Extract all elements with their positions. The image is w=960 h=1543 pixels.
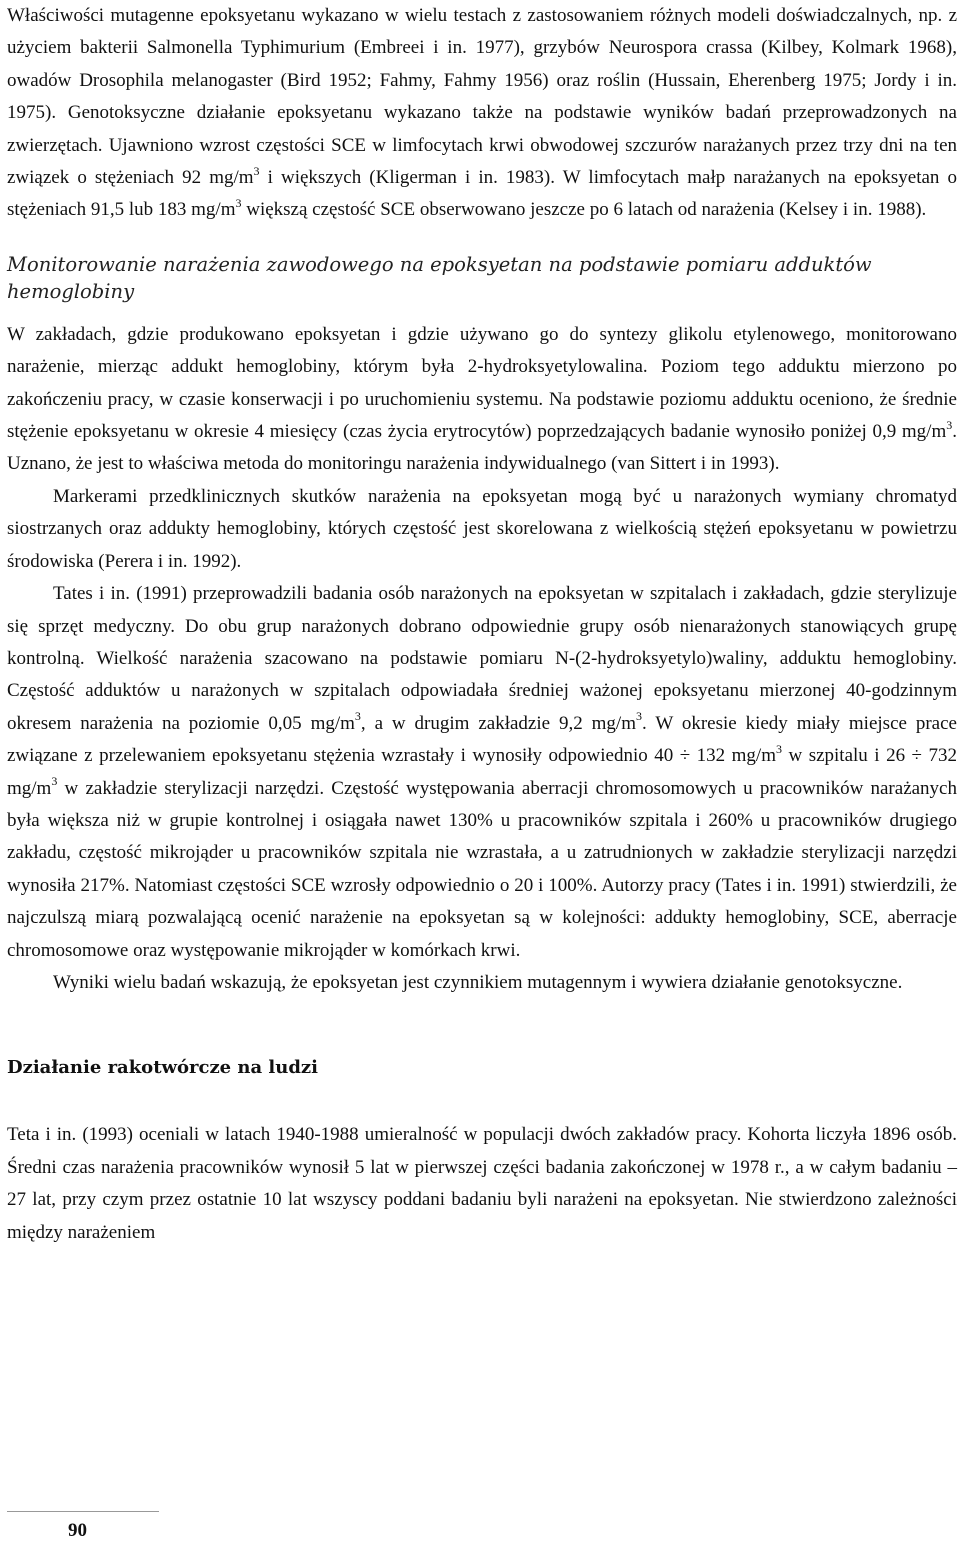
paragraph-text: w zakładzie sterylizacji narzędzi. Częstość występowania aberracji chromosomowych u pracowników narażanych była większa niż w grupie kontrolnej i osiągała nawet 130% u pracowników szpitala i 260% u pracowników drugiego zakładu, częstość mikrojąder u pracowników szpitala nie wzrastała, a u zatrudnionych w zakładzie sterylizacji narzędzi wynosiła 217%. Natomiast częstości SCE wzrosły odpowiednio o 20 i 100%. Autorzy pracy (Tates i in. 1991) stwierdzili, że najczulszą miarą pozwalającą ocenić narażenie na epoksyetan są w kolejności: addukty hemoglobiny, SCE, aberracje chromosomowe oraz występowanie mikrojąder w komórkach krwi. [7, 777, 957, 961]
section-mutagenic-properties [7, 0, 957, 227]
paragraph-text: . W okresie kiedy miały miejsce prace związane z przelewaniem epoksyetanu stężenia wzrastały i wynosiły odpowiednio 40 ÷ 132 mg/m [7, 712, 957, 767]
section-hemoglobin-monitoring [7, 319, 957, 1000]
paragraph-text: Tates i in. (1991) przeprowadzili badania osób narażonych na epoksyetan w szpitalach i zakładach, gdzie sterylizuje się sprzęt medyczny. Do obu grup narażonych dobrano odpowiednie grupy osób nienarażonych stanowiących grupę kontrolną. Wielkość narażenia szacowano na podstawie pomiaru N-(2-hydroksyetylo)waliny, adduktu hemoglobiny. Częstość adduktów u narażonych w szpitalach odpowiadała średniej ważonej epoksyetanu mierzonej 40-godzinnym okresem narażenia na poziomie 0,05 mg/m [7, 583, 957, 734]
section-carcinogenic-effects [7, 1119, 957, 1249]
paragraph [7, 967, 957, 999]
paragraph [7, 1119, 957, 1249]
page-number: 90 [68, 1520, 87, 1541]
superscript: 3 [636, 709, 642, 724]
paragraph-text: , a w drugim zakładzie 9,2 mg/m [360, 712, 636, 734]
superscript: 3 [946, 417, 953, 432]
paragraph-text: Wyniki wielu badań wskazują, że epoksyetan jest czynnikiem mutagennym i wywiera działanie genotoksyczne. [53, 971, 903, 993]
heading-carcinogenic-effects: Działanie rakotwórcze na ludzi [7, 1057, 318, 1079]
paragraph-text: Markerami przedklinicznych skutków narażenia na epoksyetan mogą być u narażonych wymiany chromatyd siostrzanych oraz addukty hemoglobiny, których częstość jest skorelowana z wielkością stężeń epoksyetanu w powietrzu środowiska (Perera i in. 1992). [7, 485, 957, 572]
superscript: 3 [354, 709, 361, 724]
superscript: 3 [235, 196, 242, 211]
paragraph [7, 578, 957, 967]
paragraph [7, 319, 957, 481]
paragraph-text: w szpitalu i 26 ÷ 732 mg/m [7, 745, 957, 799]
document-page [7, 0, 957, 1249]
paragraph [7, 0, 957, 227]
paragraph-text: Właściwości mutagenne epoksyetanu wykazano w wielu testach z zastosowaniem różnych modeli doświadczalnych, np. z użyciem bakterii Salmonella Typhimurium (Embreei i in. 1977), grzybów Neurospora crassa (Kilbey, Kolmark 1968), owadów Drosophila melanogaster (Bird 1952; Fahmy, Fahmy 1956) oraz roślin (Hussain, Eherenberg 1975; Jordy i in. 1975). Genotoksyczne działanie epoksyetanu wykazano także na podstawie wyników badań przeprowadzonych na zwierzętach. Ujawniono wzrost częstości SCE w limfocytach krwi obwodowej szczurów narażanych przez trzy dni na ten związek o stężeniach 92 mg/m [7, 5, 957, 189]
superscript: 3 [253, 163, 260, 178]
superscript: 3 [51, 774, 58, 789]
paragraph-text: większą częstość SCE obserwowano jeszcze po 6 latach od narażenia (Kelsey i in. 1988). [241, 199, 927, 221]
paragraph-text: . Uznano, że jest to właściwa metoda do monitoringu narażenia indywidualnego (van Sittert i in 1993). [7, 421, 957, 475]
paragraph-text: i większych (Kligerman i in. 1983). W limfocytach małp narażanych na epoksyetan o stężeniach 91,5 lub 183 mg/m [7, 167, 958, 221]
footer-rule [7, 1511, 159, 1512]
heading-hemoglobin-monitoring: Monitorowanie narażenia zawodowego na epoksyetan na podstawie pomiaru adduktów hemoglobiny [7, 252, 872, 303]
paragraph-text: Teta i in. (1993) oceniali w latach 1940-1988 umieralność w populacji dwóch zakładów pracy. Kohorta liczyła 1896 osób. Średni czas narażenia pracowników wynosił 5 lat w pierwszej części badania zakończonej w 1978 r., a w całym badaniu – 27 lat, przy czym przez ostatnie 10 lat wszyscy poddani badaniu byli narażeni na epoksyetan. Nie stwierdzono zależności między narażeniem [7, 1124, 957, 1243]
paragraph-text: W zakładach, gdzie produkowano epoksyetan i gdzie używano go do syntezy glikolu etylenowego, monitorowano narażenie, mierząc addukt hemoglobiny, którym była 2-hydroksyetylowalina. Poziom tego adduktu mierzono po zakończeniu pracy, w czasie konserwacji i po uruchomieniu systemu. Na podstawie poziomu adduktu oceniono, że średnie stężenie epoksyetanu w okresie 4 miesięcy (czas życia erytrocytów) poprzedzających badanie wynosiło poniżej 0,9 mg/m [7, 323, 957, 443]
paragraph [7, 481, 957, 578]
superscript: 3 [775, 741, 782, 756]
